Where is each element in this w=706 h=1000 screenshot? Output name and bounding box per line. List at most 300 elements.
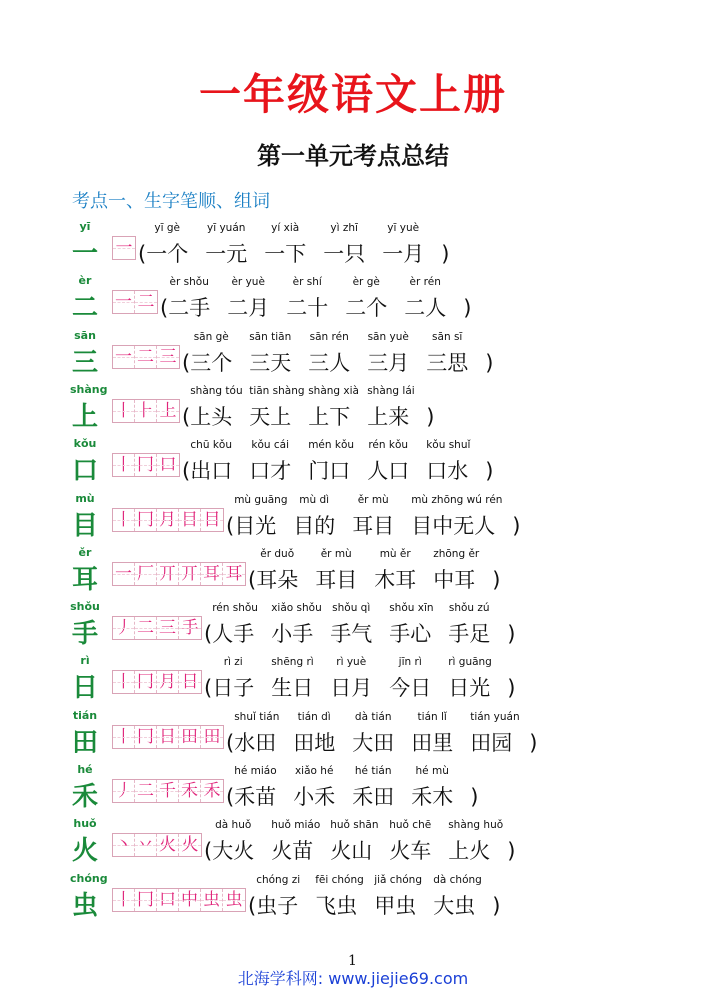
close-paren: ) xyxy=(463,296,472,321)
stroke-step: 耳 xyxy=(223,563,245,585)
word-pinyin: yì zhī xyxy=(330,222,358,234)
stroke-step: 丌 xyxy=(157,563,179,585)
stroke-step: 三 xyxy=(157,346,179,368)
word-pinyin: rì yuè xyxy=(336,656,367,669)
character-hanzi: 一 xyxy=(71,239,98,269)
section-heading: 考点一、生字笔顺、组词 xyxy=(72,191,270,212)
stroke-order-grid xyxy=(112,725,224,749)
word-item xyxy=(308,439,355,485)
footer-website[interactable]: 北海学科网: www.jiejie69.com xyxy=(237,969,469,988)
close-paren: ) xyxy=(441,242,450,266)
word-text: 三月 xyxy=(367,350,410,375)
stroke-step: 二 xyxy=(135,346,157,368)
word-text: 三天 xyxy=(249,350,292,375)
open-paren: ( xyxy=(138,242,147,266)
close-paren: ) xyxy=(512,513,521,538)
stroke-step: 虫 xyxy=(201,889,223,911)
word-text: 上下 xyxy=(308,404,351,429)
word-text: 禾苗 xyxy=(234,785,277,809)
word-text: 二月 xyxy=(227,296,270,321)
word-text: 木耳 xyxy=(374,567,417,592)
word-list xyxy=(248,547,501,594)
close-paren: ) xyxy=(485,350,494,375)
open-paren: ( xyxy=(248,567,257,592)
stroke-step: 二 xyxy=(135,617,157,639)
word-text: 二手 xyxy=(168,296,211,321)
stroke-step: 一 xyxy=(113,563,135,585)
word-item xyxy=(256,873,301,920)
word-text: 大田 xyxy=(352,730,395,755)
stroke-order-grid xyxy=(112,399,180,423)
character-hanzi: 目 xyxy=(71,510,98,541)
open-paren: ( xyxy=(226,730,235,755)
word-pinyin: èr gè xyxy=(352,276,380,289)
word-item xyxy=(433,547,480,594)
open-paren: ( xyxy=(182,404,191,429)
character-pinyin: rì xyxy=(80,654,90,668)
stroke-order-grid xyxy=(112,888,246,912)
word-pinyin: sān rén xyxy=(309,330,349,343)
stroke-step: 丨 xyxy=(113,671,135,693)
word-pinyin: mù guāng xyxy=(234,493,288,506)
close-paren: ) xyxy=(426,404,435,429)
word-list xyxy=(248,873,501,920)
character-row xyxy=(0,817,706,871)
word-text: 手心 xyxy=(389,622,432,647)
word-item xyxy=(190,330,233,377)
stroke-order-grid xyxy=(112,670,202,694)
close-paren: ) xyxy=(507,676,516,701)
word-list xyxy=(204,656,516,702)
word-pinyin: tiān shàng xyxy=(249,384,305,397)
word-pinyin: huǒ chē xyxy=(389,819,432,832)
stroke-step: 中 xyxy=(179,889,201,911)
word-item xyxy=(374,547,417,594)
word-pinyin: yí xià xyxy=(271,222,300,234)
word-text: 飞虫 xyxy=(315,893,358,918)
word-item xyxy=(212,819,255,865)
word-item xyxy=(411,710,454,757)
character-row xyxy=(0,709,706,763)
stroke-step: 二 xyxy=(135,291,157,313)
word-pinyin: rì zi xyxy=(223,656,243,669)
word-item xyxy=(367,384,415,431)
character-row xyxy=(0,329,706,383)
word-item xyxy=(308,384,359,431)
word-text: 目光 xyxy=(234,513,277,538)
open-paren: ( xyxy=(160,296,169,321)
word-pinyin: shēng rì xyxy=(271,656,314,669)
stroke-step: 一 xyxy=(113,291,135,313)
word-item xyxy=(404,276,447,322)
character-hanzi: 田 xyxy=(71,727,98,758)
character-row xyxy=(0,383,706,437)
word-item xyxy=(426,439,471,485)
word-text: 三思 xyxy=(426,350,469,375)
stroke-step: 冂 xyxy=(135,726,157,748)
stroke-step: 目 xyxy=(179,509,201,531)
word-item xyxy=(315,547,358,594)
word-text: 火车 xyxy=(389,839,432,864)
stroke-order-grid xyxy=(112,562,246,586)
stroke-step: 丨 xyxy=(113,889,135,911)
word-item xyxy=(249,439,292,485)
character-hanzi: 上 xyxy=(71,401,98,432)
stroke-step: 丶 xyxy=(113,834,135,856)
stroke-step: 二 xyxy=(135,780,157,802)
page-number: 1 xyxy=(348,953,357,969)
word-text: 天上 xyxy=(249,404,292,429)
stroke-step: 日 xyxy=(179,671,201,693)
word-text: 口才 xyxy=(249,459,292,484)
stroke-step: 耳 xyxy=(201,563,223,585)
word-text: 火苗 xyxy=(271,839,314,864)
character-pinyin: mù xyxy=(75,491,95,505)
word-pinyin: sān sī xyxy=(432,330,463,343)
word-text: 甲虫 xyxy=(374,893,417,918)
word-text: 日月 xyxy=(330,676,373,701)
word-text: 大火 xyxy=(212,839,255,864)
word-pinyin: tián lǐ xyxy=(417,710,447,723)
stroke-step: 月 xyxy=(157,671,179,693)
stroke-order-grid xyxy=(112,345,180,369)
stroke-step: 丿 xyxy=(113,780,135,802)
word-pinyin: huǒ miáo xyxy=(271,819,321,832)
open-paren: ( xyxy=(182,350,191,375)
character-pinyin: shǒu xyxy=(70,600,100,614)
stroke-order-grid xyxy=(112,236,136,260)
stroke-order-grid xyxy=(112,833,202,857)
word-pinyin: èr shǒu xyxy=(169,276,209,289)
word-pinyin: shàng huǒ xyxy=(448,819,504,832)
open-paren: ( xyxy=(204,622,213,647)
character-hanzi: 火 xyxy=(71,836,98,867)
word-item xyxy=(190,384,243,431)
word-text: 上火 xyxy=(448,839,491,864)
word-text: 田地 xyxy=(293,730,336,755)
word-item xyxy=(234,710,280,757)
word-item xyxy=(448,602,491,648)
word-item xyxy=(389,602,434,648)
word-pinyin: mù zhōng wú rén xyxy=(411,493,503,506)
word-item xyxy=(352,710,395,757)
word-pinyin: èr shí xyxy=(292,276,322,289)
word-pinyin: èr rén xyxy=(409,276,441,289)
word-text: 二个 xyxy=(345,296,388,321)
word-pinyin: xiǎo hé xyxy=(294,765,334,777)
stroke-step: 千 xyxy=(157,780,179,802)
close-paren: ) xyxy=(492,567,501,592)
word-item xyxy=(345,276,388,322)
word-item xyxy=(470,710,520,757)
word-pinyin: zhōng ěr xyxy=(433,547,480,560)
word-item xyxy=(227,276,270,322)
word-pinyin: rén kǒu xyxy=(368,439,409,452)
stroke-order-grid xyxy=(112,616,202,640)
word-pinyin: èr yuè xyxy=(231,276,265,289)
word-pinyin: hé mù xyxy=(415,765,449,777)
stroke-order-grid xyxy=(112,453,180,477)
word-pinyin: shuǐ tián xyxy=(234,710,280,723)
word-item xyxy=(168,276,211,322)
word-item xyxy=(234,493,288,540)
stroke-step: 口 xyxy=(157,889,179,911)
open-paren: ( xyxy=(182,459,191,484)
word-item xyxy=(352,493,395,540)
word-text: 禾木 xyxy=(411,785,454,809)
word-text: 日子 xyxy=(212,676,255,701)
character-row xyxy=(0,600,706,654)
word-pinyin: yī yuè xyxy=(387,222,420,234)
word-pinyin: shǒu zú xyxy=(448,602,490,615)
word-list xyxy=(204,602,516,648)
character-pinyin: shàng xyxy=(70,382,108,396)
word-text: 耳朵 xyxy=(256,567,299,592)
open-paren: ( xyxy=(248,893,257,918)
character-pinyin: huǒ xyxy=(73,817,97,831)
word-text: 出口 xyxy=(190,459,233,484)
word-text: 目的 xyxy=(293,513,336,538)
word-text: 小禾 xyxy=(293,785,336,809)
word-pinyin: xiǎo shǒu xyxy=(271,602,322,615)
close-paren: ) xyxy=(507,839,516,864)
word-pinyin: dà huǒ xyxy=(215,819,252,832)
word-pinyin: rì guāng xyxy=(448,656,492,669)
word-list xyxy=(182,439,494,485)
open-paren: ( xyxy=(226,785,235,809)
stroke-step: 丨 xyxy=(113,454,135,476)
word-text: 大虫 xyxy=(433,893,476,918)
word-item xyxy=(146,222,189,268)
word-pinyin: jīn rì xyxy=(398,656,422,669)
word-item xyxy=(264,222,307,268)
character-pinyin: èr xyxy=(78,274,92,288)
stroke-step: 丨 xyxy=(113,400,135,422)
word-pinyin: ěr duǒ xyxy=(260,547,295,560)
word-item xyxy=(190,439,233,485)
word-item xyxy=(367,330,410,377)
open-paren: ( xyxy=(204,839,213,864)
word-pinyin: sān yuè xyxy=(367,330,409,343)
word-item xyxy=(249,384,305,431)
stroke-step: 虫 xyxy=(223,889,245,911)
word-text: 上头 xyxy=(190,404,233,429)
stroke-step: 上 xyxy=(157,400,179,422)
stroke-step: 目 xyxy=(201,509,223,531)
word-text: 日光 xyxy=(448,676,491,701)
word-item xyxy=(293,765,336,811)
character-pinyin: hé xyxy=(77,763,93,776)
stroke-step: 口 xyxy=(157,454,179,476)
word-pinyin: shǒu xīn xyxy=(389,602,434,615)
word-item xyxy=(448,819,504,865)
close-paren: ) xyxy=(507,622,516,647)
word-item xyxy=(426,330,469,377)
word-pinyin: shàng xià xyxy=(308,384,359,397)
stroke-step: 冂 xyxy=(135,454,157,476)
word-pinyin: tián yuán xyxy=(470,710,520,723)
stroke-step: 三 xyxy=(157,617,179,639)
character-pinyin: kǒu xyxy=(73,437,97,451)
character-hanzi: 口 xyxy=(71,456,98,487)
word-pinyin: chóng zi xyxy=(256,873,301,886)
character-pinyin: chóng xyxy=(70,871,108,885)
word-pinyin: jiǎ chóng xyxy=(374,873,422,886)
stroke-step: 手 xyxy=(179,617,201,639)
word-item xyxy=(293,493,336,540)
word-pinyin: dà chóng xyxy=(433,873,482,886)
stroke-step: 冂 xyxy=(135,509,157,531)
word-pinyin: shàng lái xyxy=(367,384,415,397)
word-text: 二十 xyxy=(286,296,329,321)
character-row xyxy=(0,492,706,546)
word-text: 田里 xyxy=(411,730,454,755)
word-list xyxy=(182,384,435,431)
word-pinyin: shǒu qì xyxy=(332,602,371,615)
word-text: 田园 xyxy=(470,730,513,755)
word-text: 一元 xyxy=(205,242,248,266)
word-text: 禾田 xyxy=(352,785,395,809)
word-text: 手足 xyxy=(448,622,491,647)
word-pinyin: sān gè xyxy=(193,330,229,343)
character-hanzi: 禾 xyxy=(71,782,98,812)
stroke-step: 一 xyxy=(113,346,135,368)
word-pinyin: chū kǒu xyxy=(190,439,232,452)
stroke-step: 厂 xyxy=(135,563,157,585)
character-pinyin: tián xyxy=(72,708,98,722)
open-paren: ( xyxy=(204,676,213,701)
word-list xyxy=(138,222,450,268)
character-pinyin: ěr xyxy=(78,545,92,559)
page-subtitle: 第一单元考点总结 xyxy=(257,142,449,170)
word-item xyxy=(271,656,314,702)
word-item xyxy=(323,222,366,268)
word-list xyxy=(226,765,479,811)
word-item xyxy=(389,656,432,702)
word-item xyxy=(212,602,258,648)
character-pinyin: yī xyxy=(79,220,91,233)
word-item xyxy=(330,656,373,702)
character-hanzi: 耳 xyxy=(71,564,98,595)
word-text: 门口 xyxy=(308,459,351,484)
word-pinyin: yī gè xyxy=(154,222,180,234)
word-pinyin: ěr mù xyxy=(320,547,352,560)
word-text: 虫子 xyxy=(256,893,299,918)
word-pinyin: dà tián xyxy=(354,710,392,723)
stroke-order-grid xyxy=(112,290,158,314)
word-item xyxy=(293,710,336,757)
word-text: 人手 xyxy=(212,622,255,647)
word-text: 中耳 xyxy=(433,567,476,592)
stroke-step: 丨 xyxy=(113,726,135,748)
word-item xyxy=(330,602,373,648)
word-pinyin: ěr mù xyxy=(357,493,389,506)
close-paren: ) xyxy=(529,730,538,755)
word-item xyxy=(249,330,292,377)
word-pinyin: kǒu shuǐ xyxy=(426,439,471,452)
word-pinyin: fēi chóng xyxy=(315,873,364,886)
stroke-order-grid xyxy=(112,779,224,803)
word-text: 手气 xyxy=(330,622,373,647)
stroke-step: 禾 xyxy=(179,780,201,802)
word-pinyin: mù dì xyxy=(299,493,330,506)
character-row xyxy=(0,763,706,817)
word-text: 一下 xyxy=(264,242,307,266)
word-item xyxy=(389,819,432,865)
word-pinyin: shàng tóu xyxy=(190,384,243,397)
word-text: 人口 xyxy=(367,459,410,484)
close-paren: ) xyxy=(470,785,479,809)
word-text: 三个 xyxy=(190,350,233,375)
word-list xyxy=(226,710,538,757)
word-item xyxy=(256,547,299,594)
word-text: 上来 xyxy=(367,404,410,429)
character-pinyin: sān xyxy=(74,328,96,342)
stroke-step: 丨 xyxy=(113,509,135,531)
word-pinyin: yī yuán xyxy=(206,222,246,234)
word-item xyxy=(212,656,255,702)
stroke-step: 冂 xyxy=(135,889,157,911)
page-title: 一年级语文上册 xyxy=(198,70,507,119)
word-text: 生日 xyxy=(271,676,314,701)
word-item xyxy=(433,873,482,920)
word-item xyxy=(367,439,410,485)
open-paren: ( xyxy=(226,513,235,538)
word-text: 小手 xyxy=(271,622,314,647)
word-item xyxy=(271,819,321,865)
word-item xyxy=(271,602,322,648)
word-text: 火山 xyxy=(330,839,373,864)
word-text: 耳目 xyxy=(315,567,358,592)
word-item xyxy=(234,765,277,811)
character-row xyxy=(0,654,706,708)
stroke-order-grid xyxy=(112,508,224,532)
character-row xyxy=(0,546,706,600)
word-text: 二人 xyxy=(404,296,447,321)
word-text: 目中无人 xyxy=(411,513,496,538)
word-pinyin: hé miáo xyxy=(234,765,277,777)
character-hanzi: 二 xyxy=(71,293,98,324)
word-item xyxy=(205,222,248,268)
stroke-step: 田 xyxy=(179,726,201,748)
stroke-step: 火 xyxy=(157,834,179,856)
stroke-step: 丷 xyxy=(135,834,157,856)
word-text: 今日 xyxy=(389,676,432,701)
word-pinyin: kǒu cái xyxy=(251,439,290,452)
word-list xyxy=(160,276,472,322)
stroke-step: 禾 xyxy=(201,780,223,802)
character-row xyxy=(0,274,706,328)
word-item xyxy=(382,222,425,268)
word-text: 耳目 xyxy=(352,513,395,538)
character-hanzi: 三 xyxy=(71,347,98,378)
word-text: 水田 xyxy=(234,730,277,755)
character-row xyxy=(0,220,706,274)
word-item xyxy=(411,765,454,811)
word-pinyin: mù ěr xyxy=(379,547,411,560)
close-paren: ) xyxy=(485,459,494,484)
word-item xyxy=(411,493,503,540)
word-pinyin: hé tián xyxy=(354,765,392,777)
word-pinyin: huǒ shān xyxy=(330,819,379,832)
word-list xyxy=(204,819,516,865)
character-row xyxy=(0,437,706,491)
word-text: 三人 xyxy=(308,350,351,375)
word-pinyin: sān tiān xyxy=(249,330,292,343)
word-pinyin: tián dì xyxy=(297,710,331,723)
word-item xyxy=(286,276,329,322)
character-hanzi: 日 xyxy=(71,673,98,704)
